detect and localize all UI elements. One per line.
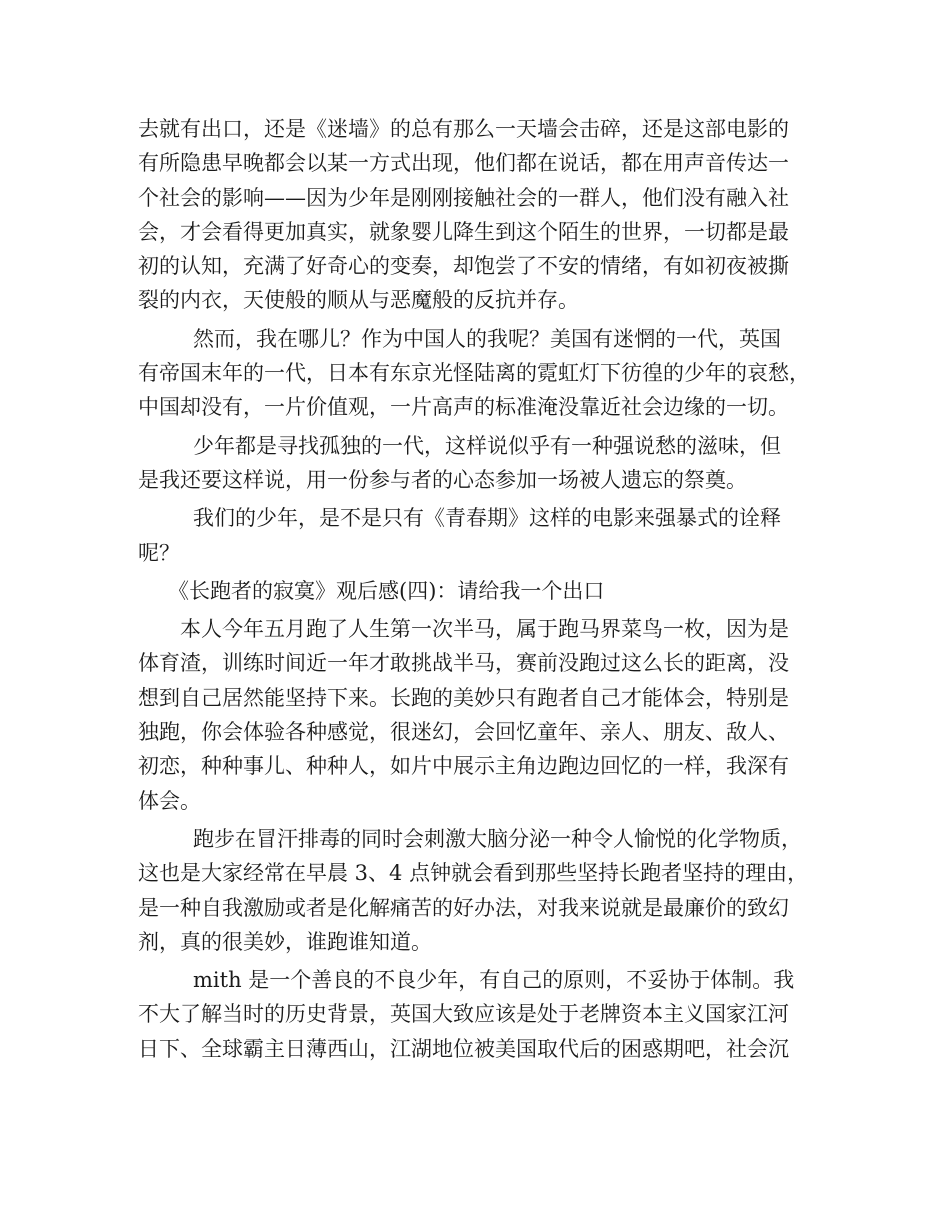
text-line: 然而，我在哪儿？作为中国人的我呢？美国有迷惘的一代，英国 (193, 326, 781, 351)
text-line: 体育渣，训练时间近一年才敢挑战半马，赛前没跑过这么长的距离，没 (138, 651, 789, 676)
text-line: 日下、全球霸主日薄西山，江湖地位被美国取代后的困惑期吧，社会沉 (138, 1036, 789, 1061)
text-line: 跑步在冒汗排毒的同时会刺激大脑分泌一种令人愉悦的化学物质， (193, 826, 802, 851)
text-line: 体会。 (138, 788, 201, 813)
text-line: 去就有出口，还是《迷墙》的总有那么一天墙会击碎，还是这部电影的 (138, 117, 789, 141)
text-line: 本人今年五月跑了人生第一次半马，属于跑马界菜鸟一枚，因为是 (180, 617, 789, 642)
text-line: 独跑，你会体验各种感觉，很迷幻，会回忆童年、亲人、朋友、敌人、 (138, 720, 789, 745)
text-line: 这也是大家经常在早晨 3、4 点钟就会看到那些坚持长跑者坚持的理由， (138, 861, 809, 886)
text-line: 不大了解当时的历史背景，英国大致应该是处于老牌资本主义国家江河 (138, 1002, 789, 1027)
text-line: 中国却没有，一片价值观，一片高声的标准淹没靠近社会边缘的一切。 (138, 395, 789, 420)
text-line: 有帝国末年的一代，日本有东京光怪陆离的霓虹灯下彷徨的少年的哀愁， (138, 361, 810, 386)
text-line: 初的认知，充满了好奇心的变奏，却饱尝了不安的情绪，有如初夜被撕 (138, 254, 789, 279)
text-line: 呢？ (138, 540, 180, 565)
paragraph (138, 612, 818, 818)
text-line: 少年都是寻找孤独的一代，这样说似乎有一种强说愁的滋味，但 (193, 433, 781, 458)
text-line: 是我还要这样说，用一份参与者的心态参加一场被人遗忘的祭奠。 (138, 467, 747, 492)
text-line: 《长跑者的寂寞》观后感(四)：请给我一个出口 (168, 578, 605, 603)
section-heading (138, 574, 818, 608)
text-line: 我们的少年，是不是只有《青春期》这样的电影来强暴式的诠释 (193, 506, 781, 531)
document-body (138, 112, 818, 1066)
paragraph (138, 963, 818, 1066)
paragraph (138, 112, 818, 318)
text-line: 有所隐患早晚都会以某一方式出现，他们都在说话，都在用声音传达一 (138, 151, 789, 176)
paragraph (138, 322, 818, 425)
text-line: 初恋，种种事儿、种种人，如片中展示主角边跑边回忆的一样，我深有 (138, 754, 789, 779)
paragraph (138, 822, 818, 959)
paragraph (138, 429, 818, 498)
text-line: 剂，真的很美妙，谁跑谁知道。 (138, 929, 432, 954)
text-line: mith 是一个善良的不良少年，有自己的原则，不妥协于体制。我 (193, 968, 795, 993)
text-line: 会，才会看得更加真实，就象婴儿降生到这个陌生的世界，一切都是最 (138, 219, 789, 244)
text-line: 个社会的影响——因为少年是刚刚接触社会的一群人，他们没有融入社 (138, 185, 789, 210)
paragraph (138, 501, 818, 570)
text-line: 想到自己居然能坚持下来。长跑的美妙只有跑者自己才能体会，特别是 (138, 685, 789, 710)
text-line: 裂的内衣，天使般的顺从与恶魔般的反抗并存。 (138, 288, 579, 313)
text-line: 是一种自我激励或者是化解痛苦的好办法，对我来说就是最廉价的致幻 (138, 895, 789, 920)
